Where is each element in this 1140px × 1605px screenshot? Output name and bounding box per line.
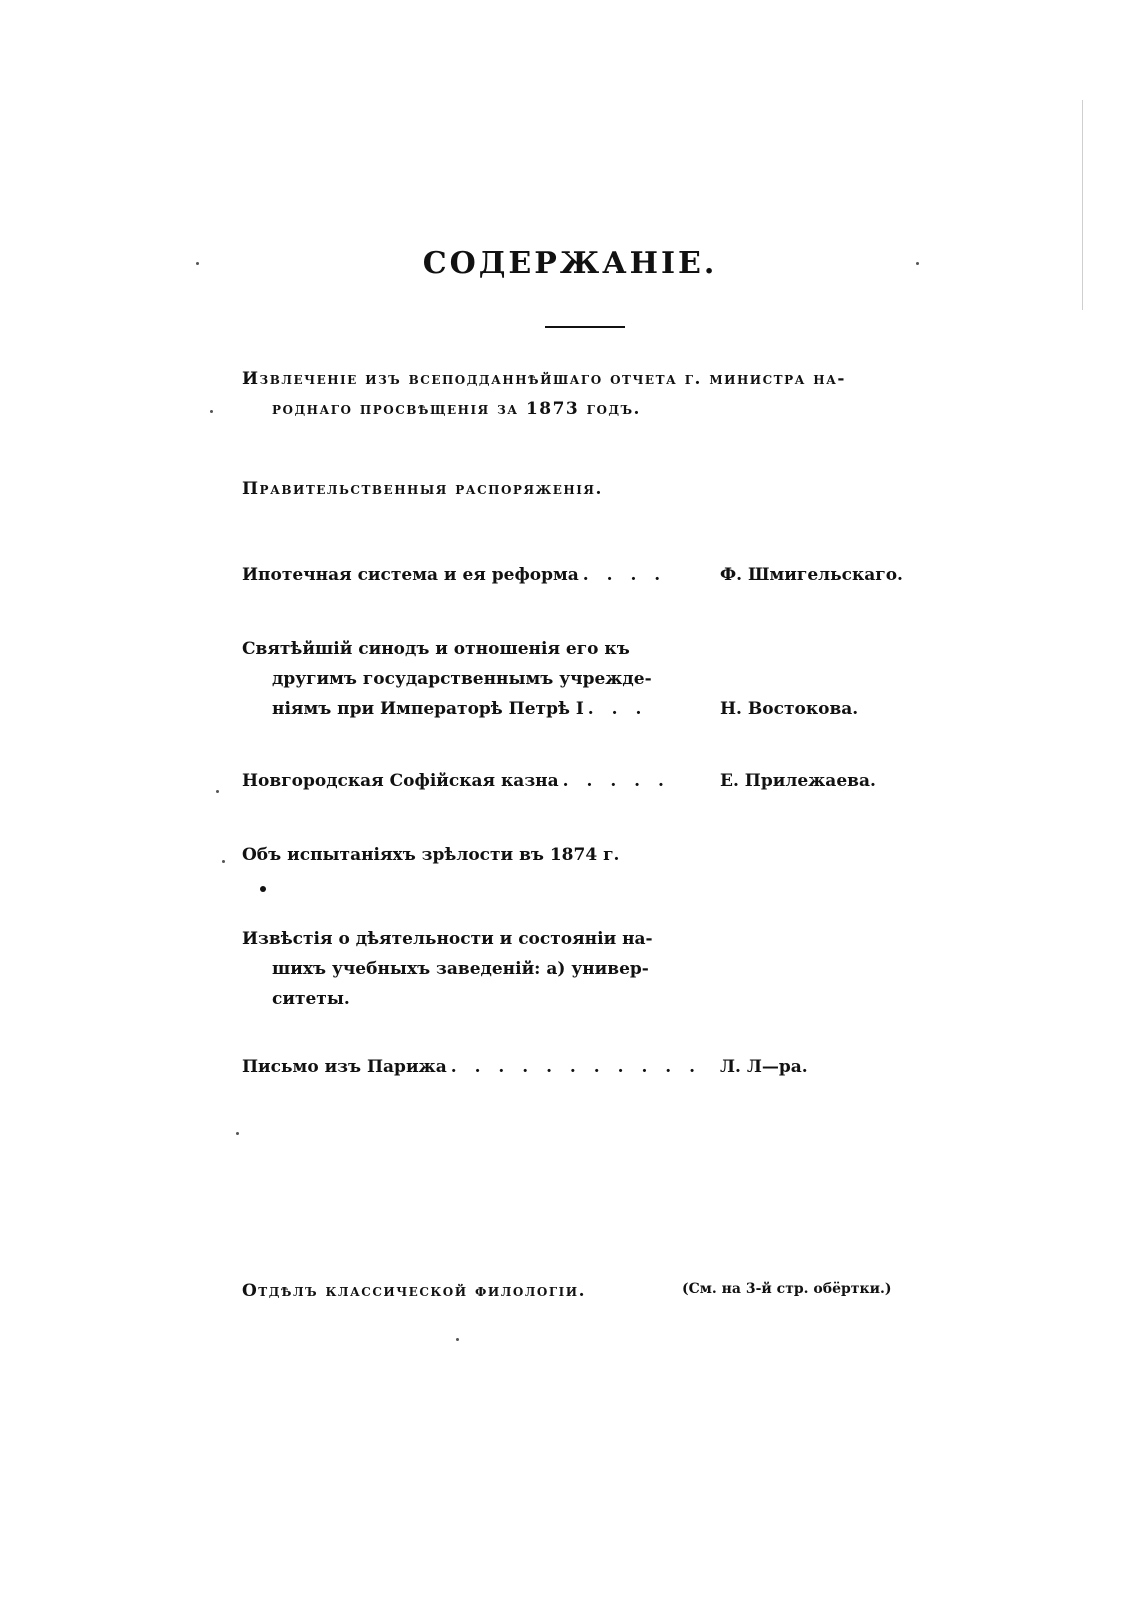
toc-entry-line: Объ испытаніяхъ зрѣлости въ 1874 г.	[242, 845, 620, 865]
toc-entry-author: Л. Л—ра.	[720, 1057, 808, 1077]
scan-speck	[916, 262, 919, 265]
scan-speck	[456, 1338, 459, 1341]
toc-entry-line: Извлеченіе изъ всеподданнѣйшаго отчета г. министра на-	[242, 369, 846, 389]
toc-leader-dots: . . . . . . . . . . .	[450, 1057, 702, 1077]
footer-section-title: Отдѣлъ классической филологіи.	[242, 1281, 587, 1301]
toc-entry-line: Извѣстія о дѣятельности и состояніи на-	[242, 929, 653, 949]
toc-entry-report	[242, 364, 922, 424]
toc-leader-dots: . . . .	[582, 565, 667, 585]
scan-speck	[210, 410, 213, 413]
footer-note: (См. на 3-й стр. обёртки.)	[682, 1281, 892, 1297]
scan-speck	[216, 790, 219, 793]
toc-entry-line: Святѣйшій синодъ и отношенія его къ	[242, 639, 630, 659]
toc-entry-letter-from-paris	[242, 1052, 922, 1082]
toc-entry-line: другимъ государственнымъ учрежде-	[272, 669, 652, 689]
toc-entry-author: Ф. Шмигельскаго.	[720, 565, 903, 585]
toc-entry-author: Н. Востокова.	[720, 699, 859, 719]
toc-leader-dots: . . . . .	[562, 771, 670, 791]
toc-entry-line: Правительственныя распоряженія.	[242, 479, 603, 499]
toc-entry-government-orders	[242, 474, 922, 504]
toc-entry-holy-synod	[242, 634, 922, 724]
toc-entry-institutions-news	[242, 924, 922, 1014]
toc-entry-line: ситеты.	[272, 989, 350, 1009]
toc-entry-line: роднаго просвѣщенія за 1873 годъ.	[272, 399, 641, 419]
scan-speck	[196, 262, 199, 265]
toc-entry-mortgage-system	[242, 560, 922, 590]
scan-speck	[236, 1132, 239, 1135]
toc-entry-title: Новгородская Софійская казна	[242, 771, 559, 791]
scan-speck	[260, 886, 266, 892]
scan-speck	[222, 860, 225, 863]
page-title: СОДЕРЖАНІЕ.	[422, 246, 718, 281]
toc-entry-line: шихъ учебныхъ заведеній: а) универ-	[272, 959, 649, 979]
toc-entry-line: ніямъ при Императорѣ Петрѣ I	[272, 699, 584, 719]
toc-entry-maturity-exams	[242, 840, 922, 870]
toc-entry-title: Письмо изъ Парижа	[242, 1057, 447, 1077]
toc-entry-title: Ипотечная система и ея реформа	[242, 565, 579, 585]
toc-entry-sofia-treasury	[242, 766, 922, 796]
toc-leader-dots: . . .	[587, 699, 648, 719]
title-rule	[545, 326, 625, 328]
toc-entry-author: Е. Прилежаева.	[720, 771, 876, 791]
